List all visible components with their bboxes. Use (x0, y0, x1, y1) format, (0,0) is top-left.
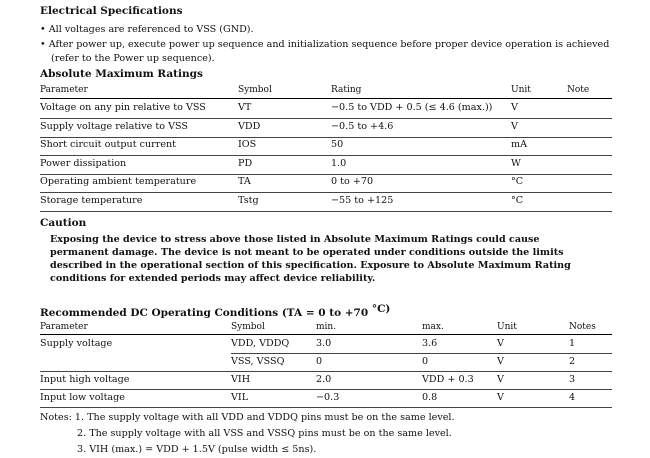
rec-cell-r2-c3: VDD + 0.3 (422, 374, 474, 385)
rec-row-rule (40, 389, 612, 390)
abs-cell-r1-c3: V (511, 120, 518, 132)
abs-cell-r5-c3: °C (511, 194, 524, 206)
rec-row-rule (231, 353, 612, 354)
rec-cell-r0-c4: V (497, 338, 504, 349)
abs-cell-r1-c0: Supply voltage relative to VSS (40, 120, 188, 132)
caution-line-4: conditions for extended periods may affect device reliability. (50, 273, 376, 284)
abs-cell-r2-c1: IOS (238, 139, 257, 150)
abs-header-symbol: Symbol (238, 85, 272, 95)
rec-cell-r0-c3: 3.6 (422, 338, 438, 349)
rec-cell-r1-c5: 2 (569, 356, 576, 367)
abs-header-rating: Rating (331, 85, 362, 95)
abs-cell-r1-c1: VDD (238, 120, 261, 132)
abs-cell-r5-c0: Storage temperature (40, 194, 143, 206)
abs-header-rule (40, 98, 612, 99)
note-2-text: 2. The supply voltage with all VSS and VSSQ pins must be on the same level. (77, 428, 452, 439)
rec-cell-r3-c3: 0.8 (422, 392, 438, 403)
rec-cell-r1-c3: 0 (422, 356, 429, 367)
abs-cell-r3-c3: W (511, 157, 521, 169)
rec-cell-r2-c0: Input high voltage (40, 374, 130, 385)
rec-cell-r2-c5: 3 (569, 374, 576, 385)
bullet-1-text: All voltages are referenced to VSS (GND). (48, 24, 254, 35)
notes-prefix: Notes: (40, 412, 72, 423)
rec-cell-r0-c1: VDD, VDDQ (231, 338, 290, 349)
abs-cell-r3-c0: Power dissipation (40, 157, 127, 169)
rec-cell-r3-c5: 4 (569, 392, 576, 403)
rec-cell-r3-c4: V (497, 392, 504, 403)
abs-row-rule (40, 192, 612, 193)
rec-cell-r2-c2: 2.0 (316, 374, 332, 385)
rec-cell-r1-c2: 0 (316, 356, 323, 367)
note-3-text: 3. VIH (max.) = VDD + 1.5V (pulse width ≤ 5ns). (77, 444, 317, 455)
notes-line-1 (40, 413, 455, 423)
rec-dc-title-unit: °C) (371, 303, 391, 315)
abs-row-rule (40, 118, 612, 119)
note-1-text: 1. The supply voltage with all VDD and VDDQ pins must be on the same level. (74, 412, 455, 423)
abs-cell-r3-c1: PD (238, 157, 253, 169)
abs-max-title: Absolute Maximum Ratings (40, 68, 203, 80)
caution-title: Caution (40, 217, 87, 229)
abs-cell-r1-c2: −0.5 to +4.6 (331, 120, 394, 132)
rec-header-parameter: Parameter (40, 322, 88, 332)
rec-dc-title-text: Recommended DC Operating Conditions (TA = 0 to +70 (40, 307, 369, 319)
rec-cell-r2-c1: VIH (231, 374, 251, 385)
rec-row-rule (40, 371, 612, 372)
page-title: Electrical Specifications (40, 5, 183, 17)
abs-cell-r3-c2: 1.0 (331, 157, 347, 169)
rec-cell-r3-c2: −0.3 (316, 392, 340, 403)
caution-line-3: described in the operational section of this specification. Exposure to Absolute Maximum Rating (50, 260, 571, 271)
rec-dc-title (40, 303, 391, 319)
abs-cell-r5-c1: Tstg (238, 194, 259, 206)
rec-cell-r0-c0: Supply voltage (40, 338, 113, 349)
rec-header-min: min. (316, 322, 337, 332)
abs-row-rule (40, 211, 612, 212)
bullet-2-continued: (refer to the Power up sequence). (51, 53, 215, 64)
abs-row-rule (40, 174, 612, 175)
abs-cell-r0-c0: Voltage on any pin relative to VSS (40, 102, 206, 113)
abs-cell-r4-c2: 0 to +70 (331, 176, 374, 187)
rec-header-symbol: Symbol (231, 322, 265, 332)
abs-header-parameter: Parameter (40, 85, 88, 95)
abs-cell-r2-c3: mA (511, 139, 528, 150)
rec-cell-r2-c4: V (497, 374, 504, 385)
abs-row-rule (40, 137, 612, 138)
abs-header-unit: Unit (511, 85, 531, 95)
abs-cell-r4-c1: TA (238, 176, 251, 187)
abs-cell-r0-c2: −0.5 to VDD + 0.5 (≤ 4.6 (max.)) (331, 102, 493, 113)
caution-line-1: Exposing the device to stress above those listed in Absolute Maximum Ratings could cause (50, 234, 540, 245)
rec-cell-r1-c1: VSS, VSSQ (231, 356, 285, 367)
bullet-1: • All voltages are referenced to VSS (GND). (40, 24, 254, 35)
abs-cell-r0-c1: VT (238, 102, 252, 113)
caution-line-2: permanent damage. The device is not meant to be operated under conditions outside the limits (50, 247, 564, 258)
rec-cell-r0-c2: 3.0 (316, 338, 332, 349)
rec-header-unit: Unit (497, 322, 517, 332)
abs-header-note: Note (567, 85, 590, 95)
rec-cell-r3-c0: Input low voltage (40, 392, 125, 403)
bullet-2-text: After power up, execute power up sequence and initialization sequence before proper device operation is achieved (48, 39, 610, 50)
rec-header-rule (40, 334, 612, 335)
abs-row-rule (40, 155, 612, 156)
abs-cell-r4-c3: °C (511, 176, 524, 187)
abs-cell-r2-c2: 50 (331, 139, 344, 150)
bullet-2: • After power up, execute power up sequence and initialization sequence before proper device operation is achieved (40, 39, 610, 50)
abs-cell-r2-c0: Short circuit output current (40, 139, 177, 150)
abs-cell-r0-c3: V (511, 102, 518, 113)
rec-cell-r3-c1: VIL (231, 392, 249, 403)
abs-cell-r5-c2: −55 to +125 (331, 194, 394, 206)
rec-header-max: max. (422, 322, 444, 332)
abs-cell-r4-c0: Operating ambient temperature (40, 176, 197, 187)
rec-header-notes: Notes (569, 322, 596, 332)
rec-cell-r0-c5: 1 (569, 338, 576, 349)
rec-cell-r1-c4: V (497, 356, 504, 367)
rec-row-rule (40, 407, 612, 408)
